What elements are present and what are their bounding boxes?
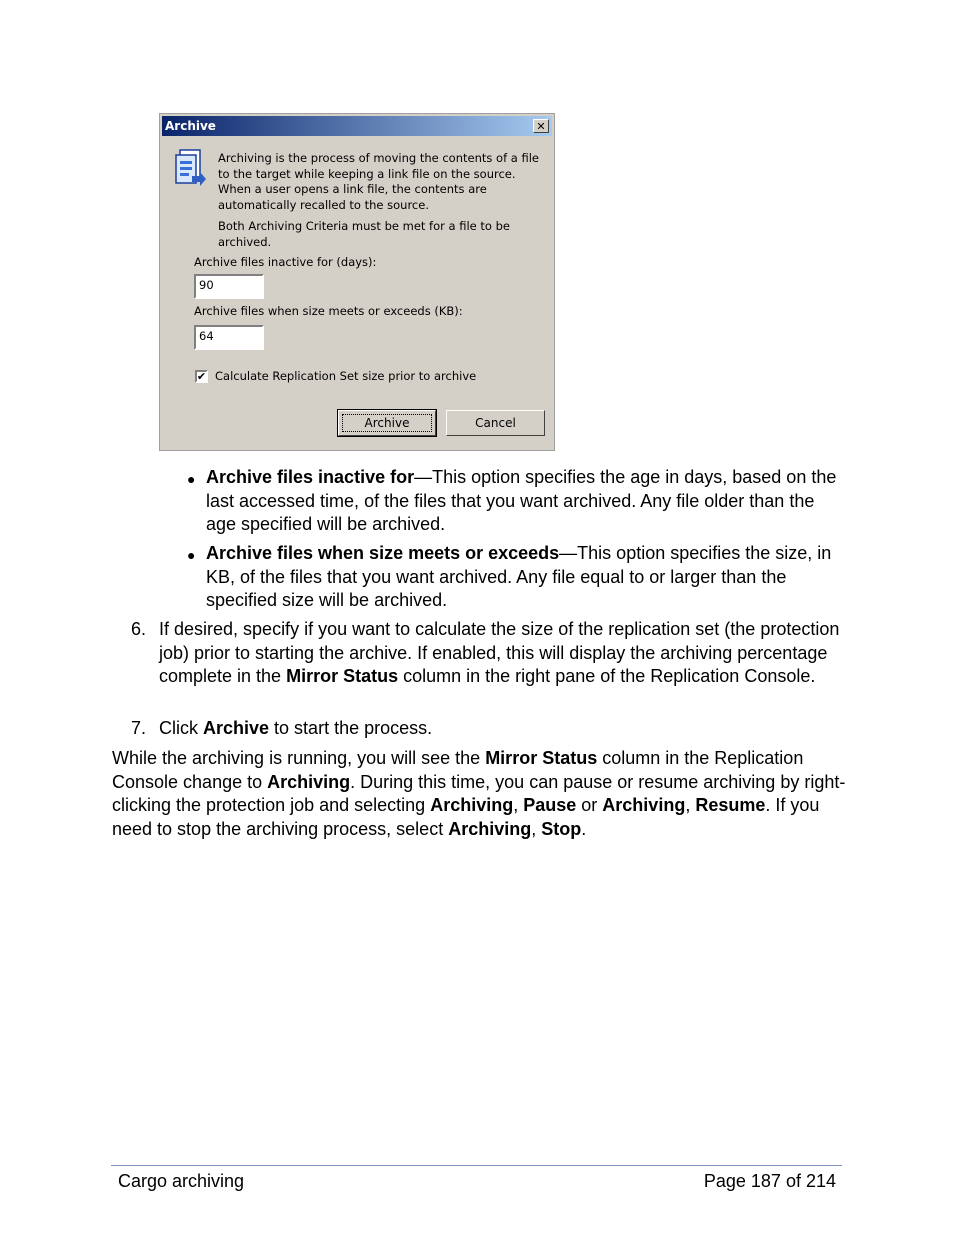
para-bold: Resume <box>695 795 766 815</box>
checkmark-icon: ✔ <box>196 370 207 383</box>
para-bold: Archiving <box>430 795 514 815</box>
close-button[interactable] <box>533 119 549 133</box>
bullet-marker: ● <box>187 547 196 563</box>
calculate-size-checkbox[interactable] <box>195 370 208 383</box>
bullet-item-inactive <box>206 466 846 537</box>
dialog-title: Archive <box>165 119 216 133</box>
archive-button-label: Archive <box>364 416 410 430</box>
para-text: . During this time, you can pause or resume archiving by right-clicking the protection job and selecting <box>112 771 846 815</box>
calculate-size-label: Calculate Replication Set size prior to archive <box>215 369 477 383</box>
step-text: column in the right pane of the Replication Console. <box>398 666 816 686</box>
archive-button[interactable] <box>338 410 436 436</box>
bullet-marker: ● <box>187 471 196 487</box>
footer-page-number: Page 187 of 214 <box>703 1171 836 1191</box>
archive-document-icon <box>174 148 208 186</box>
dialog-titlebar <box>162 116 552 136</box>
step-bold: Archive <box>203 718 270 738</box>
para-bold: Stop <box>541 818 582 839</box>
dialog-description: Archiving is the process of moving the contents of a file to the target while keeping a link file on the source. When a user opens a link file, the contents are automatically recalled to the source. <box>218 151 539 212</box>
inactive-days-input[interactable]: 90 <box>194 274 264 299</box>
size-threshold-input[interactable]: 64 <box>194 325 264 350</box>
para-bold: Archiving <box>448 818 532 839</box>
step-number: 7. <box>131 718 147 738</box>
focus-rectangle <box>342 414 432 432</box>
para-text: While the archiving is running, you will see the <box>112 748 486 768</box>
cancel-button[interactable] <box>446 410 545 436</box>
step-text: Click <box>159 718 203 738</box>
para-text: . <box>581 818 587 839</box>
para-text: , <box>531 818 542 839</box>
para-text: , <box>513 795 524 815</box>
step-item-6 <box>159 618 849 689</box>
para-text: column in the Replication Console change to <box>112 748 804 792</box>
bullet-text: —This option specifies the age in days, based on the last accessed time, of the files that you want archived. Any file older than the age specified will be archived. <box>206 467 837 534</box>
para-bold: Mirror Status <box>485 748 598 768</box>
archive-dialog <box>159 113 555 451</box>
step-text: to start the process. <box>269 718 433 738</box>
bullet-term: Archive files inactive for <box>206 467 415 487</box>
para-bold: Pause <box>523 795 577 815</box>
dialog-criteria-note: Both Archiving Criteria must be met for a file to be archived. <box>218 219 510 249</box>
para-bold: Archiving <box>267 771 351 792</box>
archiving-status-paragraph <box>112 747 846 841</box>
bullet-term: Archive files when size meets or exceeds <box>206 543 560 563</box>
step-text: If desired, specify if you want to calculate the size of the replication set (the protection job) prior to starting the archive. If enabled, this will display the archiving percentage complete in the <box>159 619 840 686</box>
footer-section-title: Cargo archiving <box>118 1171 245 1191</box>
cancel-button-label: Cancel <box>475 416 516 430</box>
footer-divider <box>111 1165 842 1166</box>
bullet-text: —This option specifies the size, in KB, of the files that you want archived. Any file equal to or larger than the specified size will be archived. <box>206 543 832 610</box>
step-number: 6. <box>131 619 147 639</box>
step-bold: Mirror Status <box>286 666 399 686</box>
para-text: or <box>576 795 603 815</box>
step-item-7 <box>159 717 849 741</box>
close-icon: ✕ <box>536 119 546 133</box>
bullet-item-size <box>206 542 846 613</box>
para-text: , <box>685 795 696 815</box>
para-bold: Archiving <box>602 795 686 815</box>
inactive-days-label: Archive files inactive for (days): <box>194 255 377 269</box>
para-text: . If you need to stop the archiving process, select <box>112 795 820 839</box>
size-threshold-label: Archive files when size meets or exceeds (KB): <box>194 304 463 318</box>
